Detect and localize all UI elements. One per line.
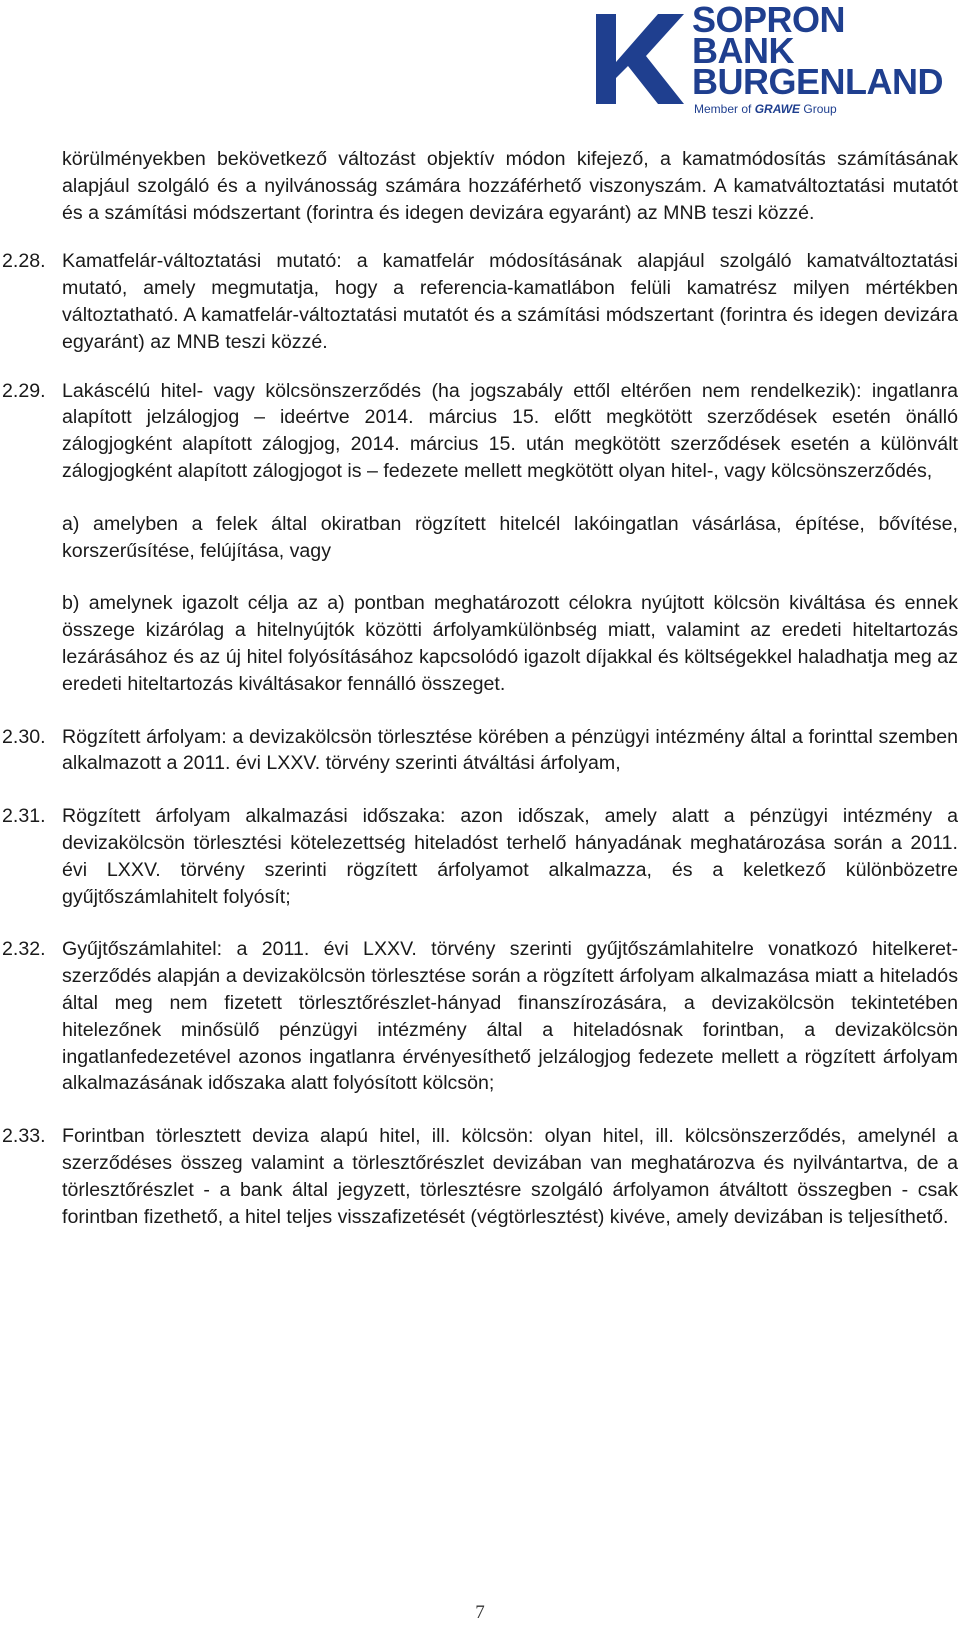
definition-2-32 xyxy=(2,936,958,1097)
item-number: 2.33. xyxy=(2,1125,46,1148)
logo-wordmark xyxy=(692,0,943,102)
item-text: Rögzített árfolyam: a devizakölcsön törlesztése körében a pénzügyi intézmény által a forinttal szemben alkalmazott a 2011. évi LXXV. törvény szerinti átváltási árfolyam, xyxy=(62,725,958,775)
item-subpoint-b: b) amelynek igazolt célja az a) pontban meghatározott célokra nyújtott kölcsön kiváltása és ennek összege kizárólag a hitelnyújtók közötti árfolyamkülönbség miatt, valamint az eredeti hiteltartozás lezárásához és az új hitel folyósításához kapcsolódó igazolt díjakkal és költségekkel haladhatja meg az eredeti hiteltartozás kiváltásakor fennálló összeget. xyxy=(62,592,958,695)
logo-line-2: BANK xyxy=(692,30,794,71)
definition-2-28 xyxy=(2,248,958,355)
item-text: Gyűjtőszámlahitel: a 2011. évi LXXV. törvény szerinti gyűjtőszámlahitelre vonatkozó hitelkeret-szerződés alapján a devizakölcsön törlesztése során a rögzített árfolyam alkalmazása miatt a hiteladós által meg nem fizetett törlesztőrészlet-hányad finanszírozására, a devizakölcsön tekintetében hitelezőnek minősülő pénzügyi intézmény által a hiteladósnak forintban, a devizakölcsön ingatlanfedezetével azonos ingatlanra érvényesíthető jelzálogjog fedezete mellett a rögzített árfolyam alkalmazásának időszaka alatt folyósított kölcsön; xyxy=(62,938,958,1095)
bank-logo xyxy=(588,0,960,122)
logo-member-line: Member of GRAWE Group xyxy=(694,102,837,116)
item-number: 2.30. xyxy=(2,725,46,748)
item-text: Lakáscélú hitel- vagy kölcsönszerződés (ha jogszabály ettől eltérően nem rendelkezik): ingatlanra alapított jelzálogjog – ideértve 2014. március 15. előtt megkötött szerződések esetén önálló zálogjogként alapított zálogjog, 2014. március 15. után megkötött szerződések esetén a különvált zálogjogként alapított zálogjogot is – fedezete mellett megkötött olyan hitel-, vagy kölcsönszerződés, xyxy=(62,379,958,482)
logo-line-3: BURGENLAND xyxy=(692,61,943,102)
item-text: Kamatfelár-változtatási mutató: a kamatfelár módosításának alapjául szolgáló kamatváltoztatási mutató, amely megmutatja, hogy a referencia-kamatlábon felüli kamatrész milyen mértékben változtatható. A kamatfelár-változtatási mutatót és a számítási módszertant (forintra és idegen devizára egyaránt) az MNB teszi közzé. xyxy=(62,250,958,353)
item-number: 2.32. xyxy=(2,938,46,961)
item-number: 2.29. xyxy=(2,379,46,402)
definition-2-31 xyxy=(2,803,958,910)
logo-line-1: SOPRON xyxy=(692,0,846,40)
item-number: 2.31. xyxy=(2,805,46,828)
item-subpoint-a: a) amelyben a felek által okiratban rögzített hitelcél lakóingatlan vásárlása, építése, bővítése, korszerűsítése, felújítása, vagy xyxy=(62,512,958,562)
definition-2-29 xyxy=(2,378,958,698)
sopron-bank-logo-mark-icon xyxy=(588,4,688,114)
page-number: 7 xyxy=(475,1602,485,1623)
intro-paragraph: körülményekben bekövetkező változást objektív módon kifejező, a kamatmódosítás számításának alapjául szolgáló és a nyilvánosság számára hozzáférhető viszonyszám. A kamatváltoztatási mutatót és a számítási módszertant (forintra és idegen devizára egyaránt) az MNB teszi közzé. xyxy=(62,148,958,224)
item-text: Forintban törlesztett deviza alapú hitel, ill. kölcsön: olyan hitel, ill. kölcsönszerződés, amelynél a szerződéses összeg valamint a törlesztőrészlet devizában van meghatározva és nyilvántartva, de a törlesztőrészlet - a bank által jegyzett, törlesztésre szolgáló árfolyamon átváltott összegben - csak forintban fizethető, a hitel teljes visszafizetését (végtörlesztést) kivéve, amely devizában is teljesíthető. xyxy=(62,1125,958,1228)
document-body xyxy=(2,146,958,1230)
item-text: Rögzített árfolyam alkalmazási időszaka: azon időszak, amely alatt a pénzügyi intézmény a devizakölcsön törlesztési kötelezettség hiteladóst terhelő hányadának meghatározása során a 2011. évi LXXV. törvény szerinti rögzített árfolyamot alkalmazza, és a keletkező különbözetre gyűjtőszámlahitelt folyósít; xyxy=(62,805,958,908)
definition-2-33 xyxy=(2,1123,958,1230)
item-number: 2.28. xyxy=(2,250,46,273)
definition-2-30 xyxy=(2,724,958,778)
